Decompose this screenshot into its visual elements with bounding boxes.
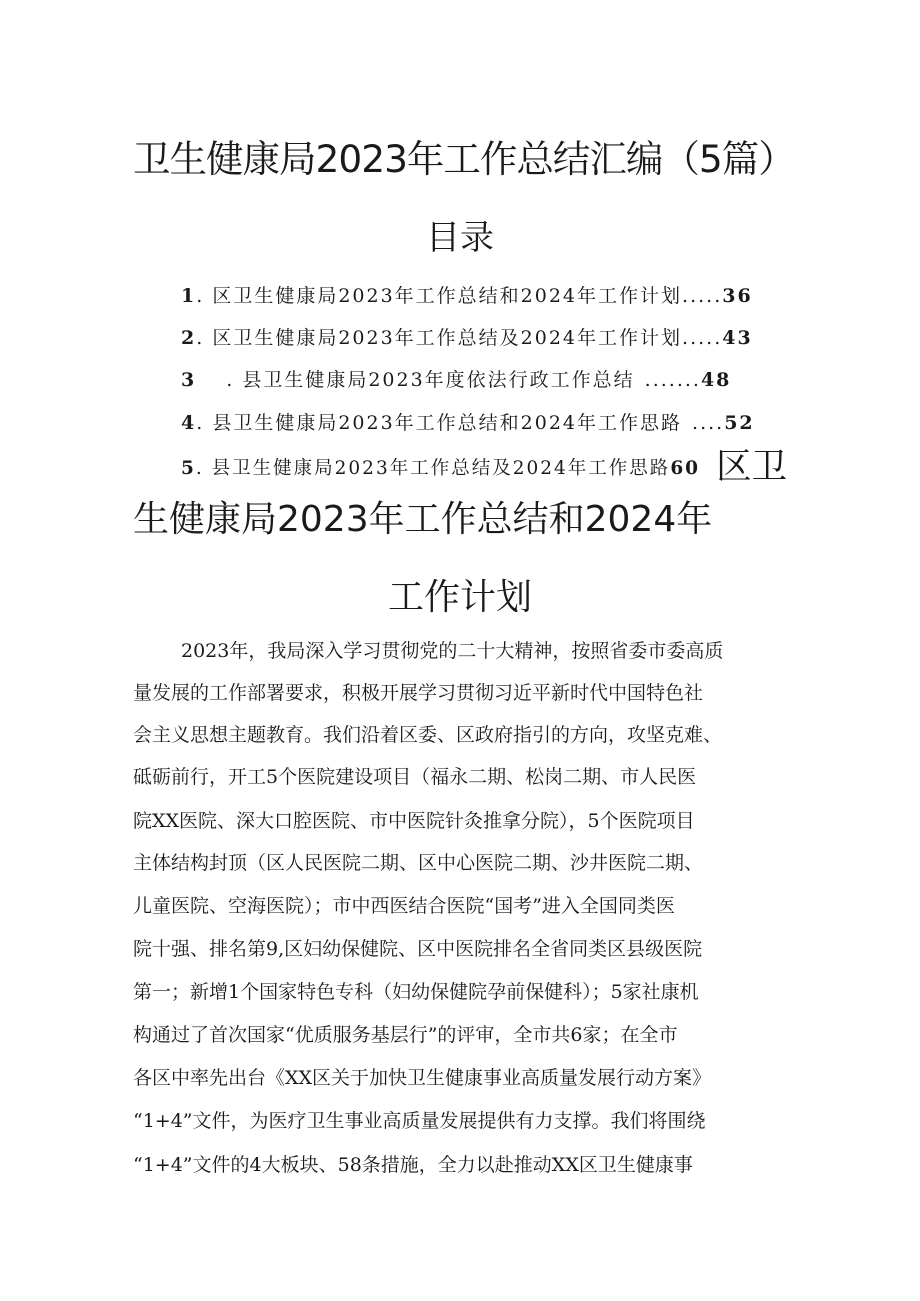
- toc-item-1[interactable]: [181, 281, 753, 311]
- toc-item-text: . 县卫生健康局2023年度依法行政工作总结: [226, 369, 635, 391]
- body-line-4: 砥砺前行，开工5个医院建设项目（福永二期、松岗二期、市人民医: [133, 766, 697, 788]
- toc-item-page: 60: [670, 458, 701, 479]
- toc-item-page: 52: [724, 412, 755, 434]
- toc-item-leader: ....: [692, 412, 725, 434]
- toc-item-leader: .....: [682, 285, 723, 307]
- body-line-7: 儿童医院、空海医院）；市中西医结合医院“国考”进入全国同类医: [133, 895, 675, 917]
- toc-item-text: . 区卫生健康局2023年工作总结和2024年工作计划: [196, 285, 683, 307]
- body-line-6: 主体结构封顶（区人民医院二期、区中心医院二期、沙井医院二期、: [133, 852, 704, 874]
- toc-item-leader: .....: [682, 327, 723, 349]
- body-line-11: 各区中率先出台《XX区关于加快卫生健康事业高质量发展行动方案》: [133, 1067, 712, 1089]
- toc-item-4[interactable]: [181, 408, 755, 438]
- toc-item-5[interactable]: [181, 446, 788, 487]
- toc-item-text: . 县卫生健康局2023年工作总结及2024年工作思路: [195, 458, 671, 479]
- document-title: 卫生健康局2023年工作总结汇编（5篇）: [133, 137, 795, 181]
- toc-item-number: 1: [181, 285, 197, 307]
- toc-item-number: 5: [181, 458, 196, 479]
- body-line-12: “1+4”文件，为医疗卫生事业高质量发展提供有力支撑。我们将围绕: [133, 1110, 706, 1132]
- section-title-part1: 区卫: [716, 446, 788, 487]
- body-line-2: 量发展的工作部署要求，积极开展学习贯彻习近平新时代中国特色社: [133, 682, 704, 704]
- body-line-9: 第一；新增1个国家特色专科（妇幼保健院孕前保健科）；5家社康机: [133, 981, 699, 1003]
- body-line-13: “1+4”文件的4大板块、58条措施，全力以赴推动XX区卫生健康事: [133, 1154, 693, 1176]
- body-line-3: 会主义思想主题教育。我们沿着区委、区政府指引的方向，攻坚克难、: [133, 724, 723, 746]
- section-title-part3: 工作计划: [387, 577, 532, 618]
- toc-item-page: 36: [722, 285, 753, 307]
- body-line-5: 院XX医院、深大口腔医院、市中医院针灸推拿分院），5个医院项目: [133, 810, 695, 832]
- body-line-1: 2023年，我局深入学习贯彻党的二十大精神，按照省委市委高质: [181, 640, 724, 662]
- toc-item-number: 4: [181, 412, 197, 434]
- body-line-10: 构通过了首次国家“优质服务基层行”的评审，全市共6家；在全市: [133, 1024, 678, 1046]
- body-line-8: 院十强、排名第9,区妇幼保健院、区中医院排名全省同类区县级医院: [133, 938, 703, 960]
- toc-item-text: . 区卫生健康局2023年工作总结及2024年工作计划: [196, 327, 683, 349]
- toc-item-leader: .......: [644, 369, 701, 391]
- toc-item-2[interactable]: [181, 323, 753, 353]
- section-title-part2: 生健康局2023年工作总结和2024年: [133, 499, 713, 540]
- toc-item-text: . 县卫生健康局2023年工作总结和2024年工作思路: [196, 412, 683, 434]
- toc-item-number: 3: [181, 369, 197, 391]
- toc-item-number: 2: [181, 327, 197, 349]
- toc-heading: 目录: [426, 218, 494, 258]
- toc-item-page: 43: [722, 327, 753, 349]
- toc-item-3[interactable]: [181, 365, 731, 395]
- toc-item-page: 48: [700, 369, 732, 391]
